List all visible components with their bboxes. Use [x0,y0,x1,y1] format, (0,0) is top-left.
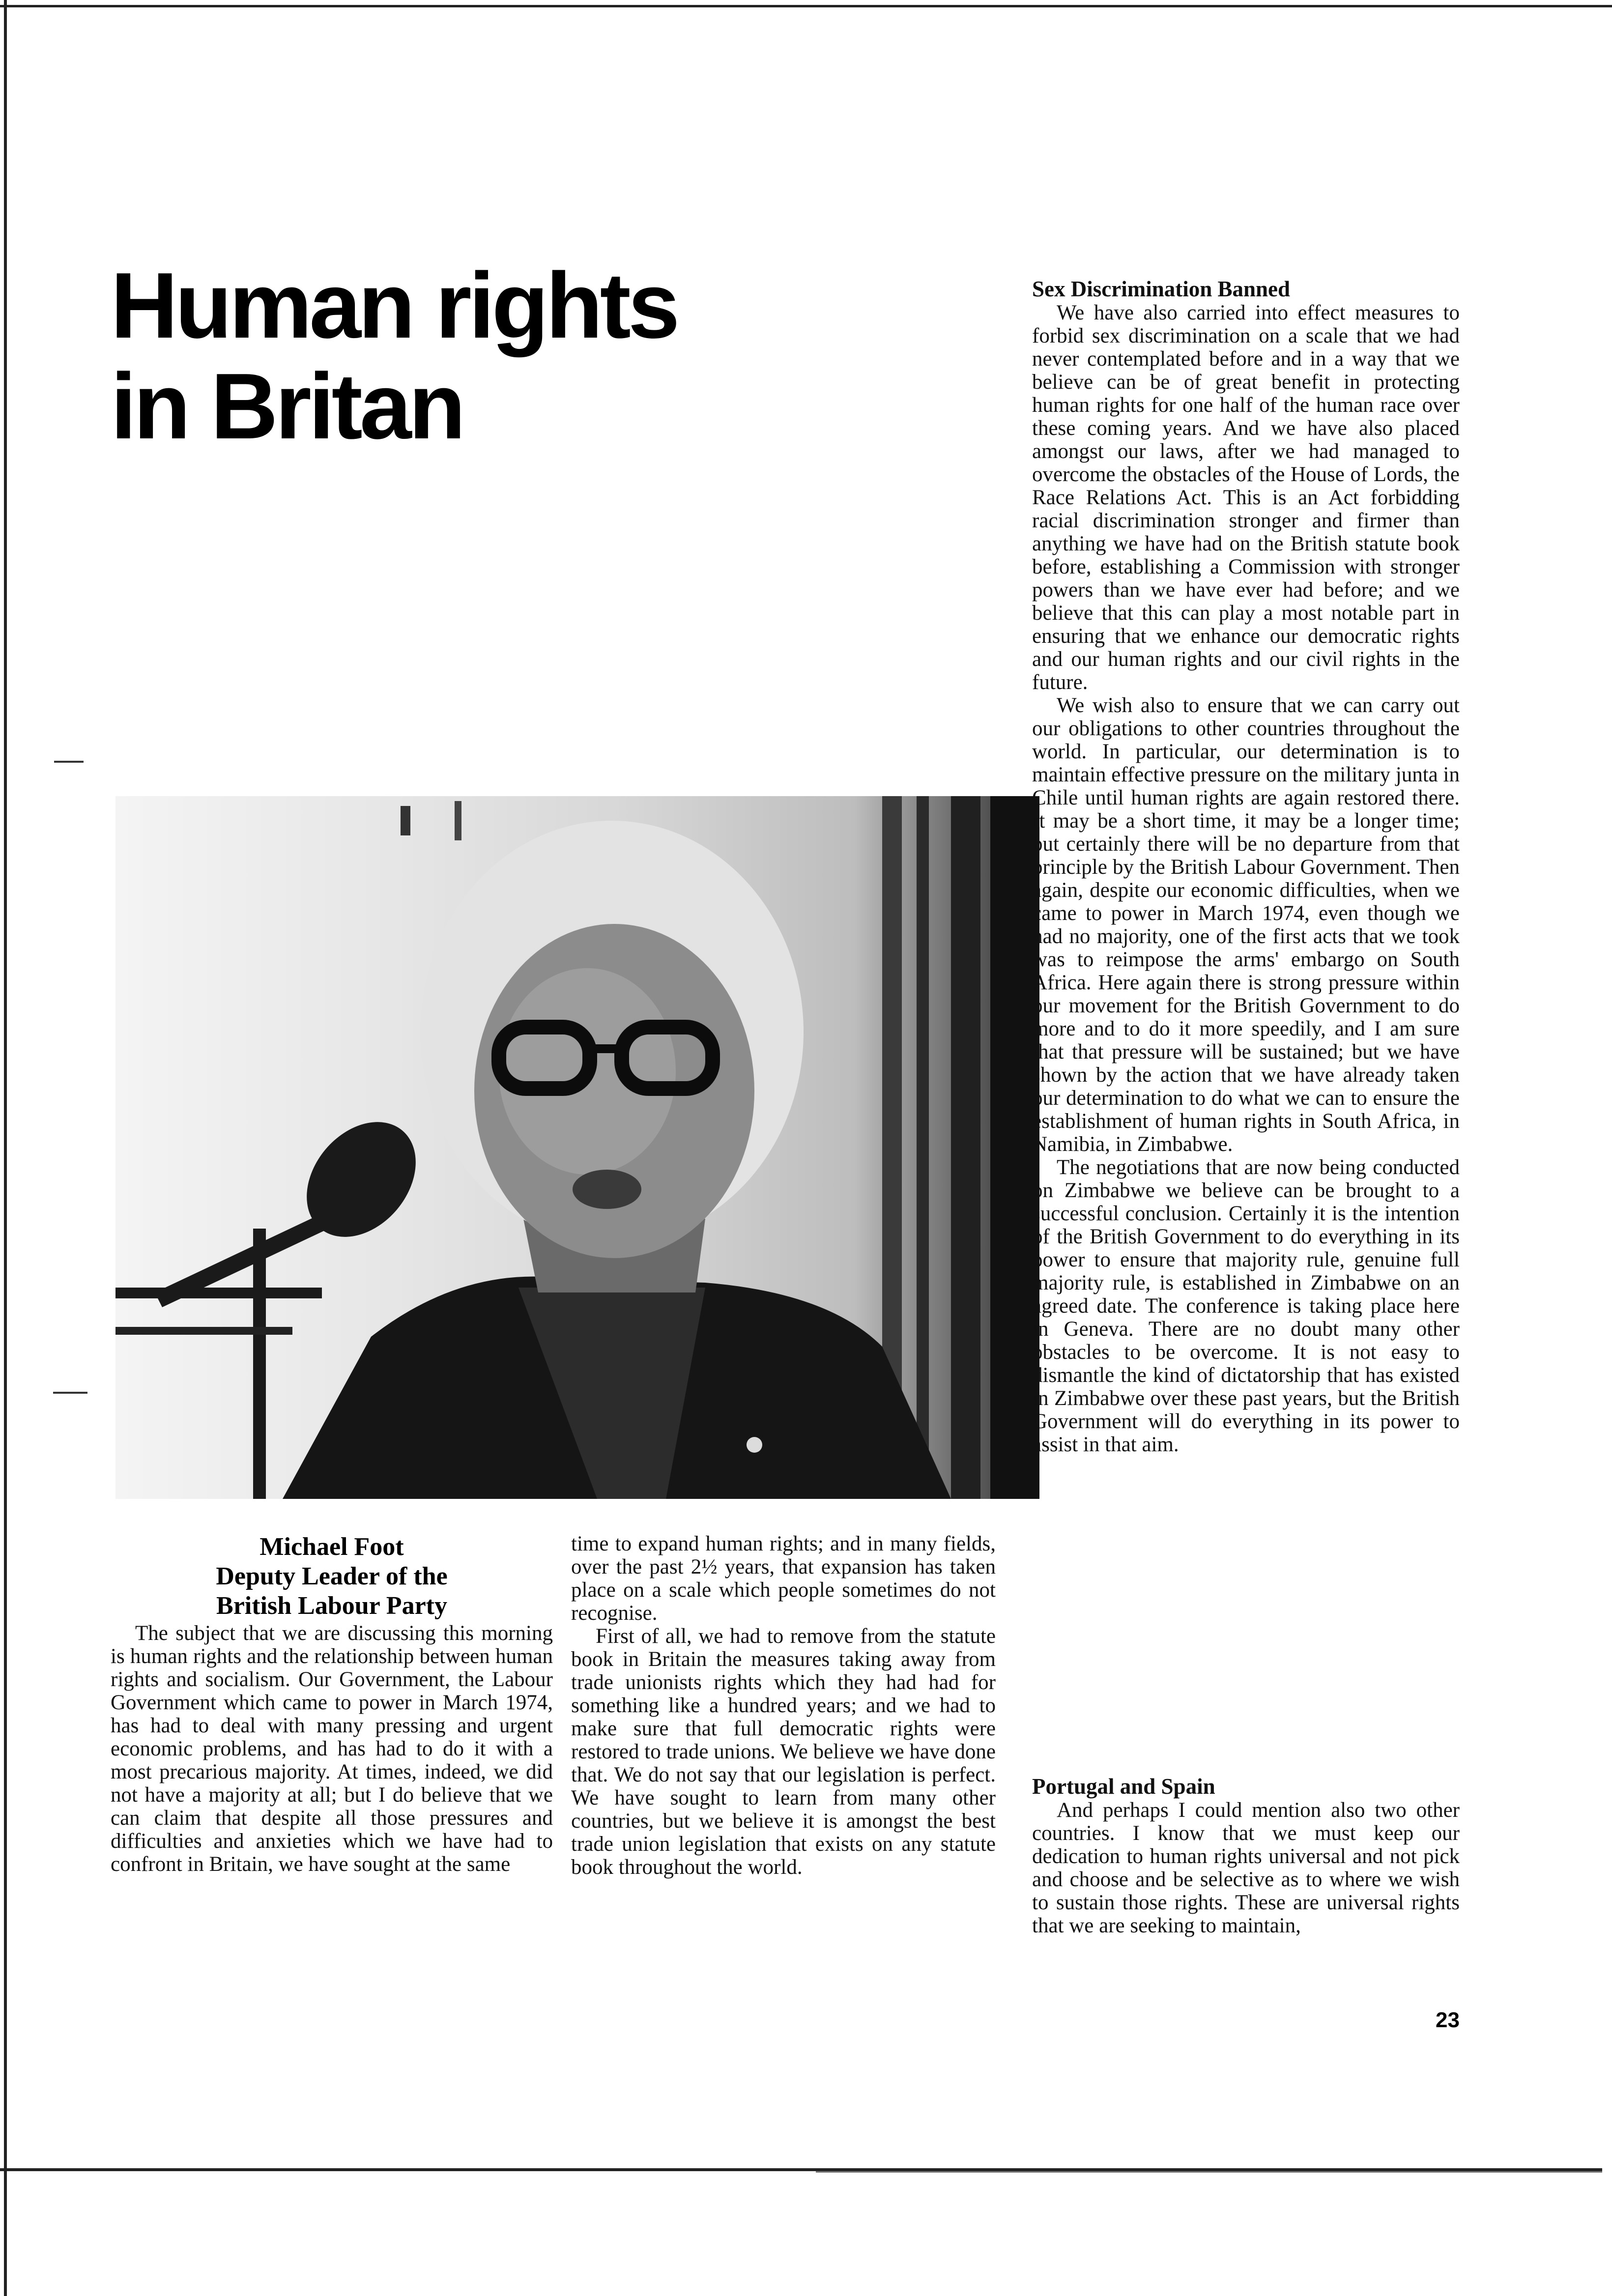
article-title-line-1: Human rights [111,254,677,358]
scan-mark [53,1392,87,1394]
scan-edge-bottom-faint [816,2171,1602,2173]
paragraph: And perhaps I could mention also two other countries. I know that we must keep our dedication to human rights universal and not pick and choose and be selective as to where we wish to sustain those rights. These are universal rights that we are seeking to maintain, [1032,1799,1460,1937]
page-number: 23 [1436,2008,1460,2032]
paragraph: time to expand human rights; and in many fields, over the past 2½ years, that expansion has taken place on a scale which people sometimes do not recognise. [571,1532,996,1625]
paragraph: We wish also to ensure that we can carry out our obligations to other countries throughout the world. In particular, our determination is to maintain effective pressure on the military junta in Chile until human rights are again restored there. It may be a short time, it may be a longer time; but certainly there will be no departure from that principle by the British Labour Government. Then again, despite our economic difficulties, when we came to power in March 1974, even though we had no majority, one of the first acts that we took was to reimpose the arms' embargo on South Africa. Here again there is strong pressure within our movement for the British Government to do more and to do it more speedily, and I am sure that that pressure will be sustained; but we have shown by the action that we have already taken our determination to do what we can to ensure the establishment of human rights in South Africa, in Namibia, in Zimbabwe. [1032,694,1460,1156]
scan-edge-top [0,5,1612,7]
paragraph: First of all, we had to remove from the statute book in Britain the measures taking away from trade unionists rights which they had had for something like a hundred years; and we had to make sure that full democratic rights were restored to trade unions. We believe we have done that. We do not say that our legislation is perfect. We have sought to learn from many other countries, but we believe it is amongst the best trade union legislation that exists on any statute book throughout the world. [571,1625,996,1879]
author-byline [111,1532,553,1621]
section-heading-portugal-spain: Portugal and Spain [1032,1774,1215,1799]
article-title-line-2: in Britan [111,354,463,459]
paragraph: The negotiations that are now being conducted on Zimbabwe we believe can be brought to a successful conclusion. Certainly it is the intention of the British Government to do everything in its power to ensure that majority rule, genuine full majority rule, is established in Zimbabwe on an agreed date. The conference is taking place here in Geneva. There are no doubt many other obstacles to be overcome. It is not easy to dismantle the kind of dictatorship that has existed in Zimbabwe over these past years, but the British Government will do everything in its power to assist in that aim. [1032,1156,1460,1456]
article-title [111,256,676,457]
text-column-2 [571,1532,996,1879]
paragraph: We have also carried into effect measures to forbid sex discrimination on a scale that we had never contemplated before and in a way that we believe can be of great benefit in protecting human rights for one half of the human race over these coming years. And we have also placed amongst our laws, after we had managed to overcome the obstacles of the House of Lords, the Race Relations Act. This is an Act forbidding racial discrimination stronger and firmer than anything we have had on the British statute book before, establishing a Commission with stronger powers than we have ever had before; and we believe that this can play a most notable part in ensuring that we enhance our democratic rights and our human rights and our civil rights in the future. [1032,301,1460,694]
section-heading-sex-discrimination: Sex Discrimination Banned [1032,277,1291,301]
speaker-photo-illustration [115,796,1039,1499]
scan-edge-left [4,0,7,2296]
author-role-line-1: Deputy Leader of the [216,1562,448,1590]
text-column-3-continued [1032,1774,1460,1937]
author-name: Michael Foot [259,1533,404,1561]
scan-mark [54,761,84,763]
author-role-line-2: British Labour Party [216,1592,447,1620]
speaker-photo [115,796,1039,1499]
text-column-3 [1032,277,1460,1456]
paragraph: The subject that we are discussing this morning is human rights and the relationship between human rights and socialism. Our Government, the Labour Government which came to power in March 1974, has had to deal with many pressing and urgent economic problems, and has had to do it with a most precarious majority. At times, indeed, we did not have a majority at all; but I do believe that we can claim that despite all those pressures and difficulties and anxieties which we have had to confront in Britain, we have sought at the same [111,1622,553,1876]
text-column-1 [111,1622,553,1876]
